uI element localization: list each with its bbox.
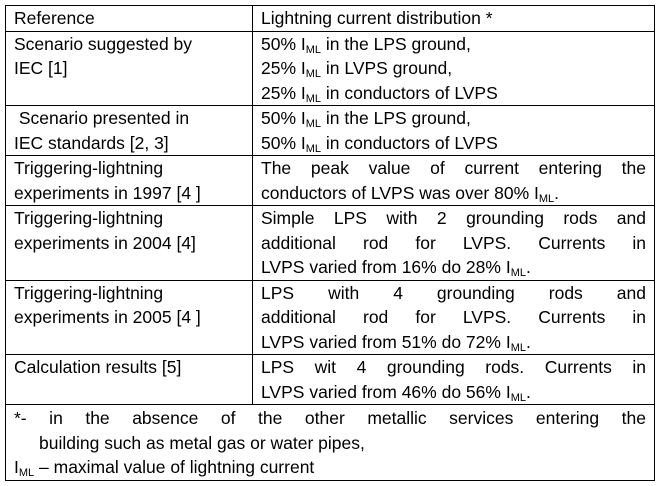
subscript-text: ML	[510, 391, 526, 404]
text-segment: Simple LPS with 2 grounding rods and	[261, 208, 646, 228]
iml-subscript: ML	[18, 467, 35, 479]
distribution-line	[261, 281, 646, 306]
text-segment: The peak value of current entering the	[261, 158, 646, 178]
text-segment: 50%	[261, 108, 301, 128]
reference-line: Triggering-lightning	[14, 208, 164, 228]
footnote-row	[6, 405, 655, 481]
text-segment: I	[534, 182, 539, 203]
reference-line: Scenario presented in	[14, 108, 190, 128]
text-segment: I	[505, 331, 511, 352]
iml-text: – maximal value of lightning current	[34, 457, 315, 477]
text-segment: 25%	[261, 82, 301, 103]
subscript-text: ML	[305, 43, 322, 56]
reference-cell	[6, 280, 253, 355]
footnote-line-1: *- in the absence of the other metallic services entering the	[14, 408, 646, 428]
subscript-text: ML	[538, 192, 555, 205]
reference-line: IEC [1]	[14, 58, 68, 78]
distribution-line	[261, 131, 646, 156]
distribution-line	[261, 380, 646, 405]
distribution-cell	[253, 280, 655, 355]
text-segment: LVPS varied from 51% do 72%	[261, 331, 506, 352]
text-segment: I	[300, 33, 306, 54]
text-segment: 25%	[261, 58, 301, 78]
distribution-cell	[253, 106, 655, 156]
subscript-text: ML	[510, 341, 526, 354]
text-segment: in conductors of LVPS	[321, 132, 498, 153]
reference-line: Triggering-lightning	[14, 282, 164, 303]
text-segment: .	[525, 257, 531, 277]
reference-cell	[6, 31, 253, 106]
text-segment: I	[300, 58, 306, 78]
distribution-line	[261, 206, 646, 231]
table-header-row	[6, 6, 655, 32]
table-row	[6, 106, 655, 156]
distribution-line	[261, 32, 646, 57]
distribution-line	[261, 81, 646, 106]
text-segment: in the LPS ground,	[321, 108, 471, 128]
text-segment: conductors of LVPS was over 80%	[261, 182, 535, 203]
distribution-line	[261, 156, 646, 181]
distribution-line	[261, 106, 646, 131]
reference-line: IEC standards [2, 3]	[14, 132, 169, 153]
reference-cell	[6, 206, 253, 281]
text-segment: in conductors of LVPS	[321, 82, 498, 103]
distribution-line	[261, 181, 646, 206]
text-segment: I	[300, 82, 306, 103]
reference-cell	[6, 156, 253, 206]
distribution-cell	[253, 206, 655, 281]
reference-cell	[6, 106, 253, 156]
reference-line: Scenario suggested by	[14, 33, 193, 54]
text-segment: I	[300, 108, 306, 128]
distribution-line	[261, 56, 646, 81]
distribution-line	[261, 330, 646, 355]
table-row	[6, 156, 655, 206]
text-segment: in the LPS ground,	[321, 33, 471, 54]
text-segment: 50%	[261, 33, 301, 54]
footnote-line-2: building such as metal gas or water pipes,	[39, 432, 365, 453]
distribution-cell	[253, 355, 655, 405]
subscript-text: ML	[305, 142, 322, 155]
text-segment: I	[505, 381, 511, 402]
distribution-cell	[253, 156, 655, 206]
header-reference: Reference	[6, 6, 253, 32]
text-segment: I	[505, 257, 511, 277]
text-segment: .	[554, 182, 560, 203]
reference-line: experiments in 2004 [4]	[14, 232, 196, 253]
subscript-text: ML	[510, 267, 526, 279]
subscript-text: ML	[305, 118, 322, 130]
text-segment: LVPS varied from 16% do 28%	[261, 257, 506, 277]
distribution-cell	[253, 31, 655, 106]
text-segment: in LVPS ground,	[321, 58, 453, 78]
distribution-line	[261, 305, 646, 330]
reference-cell	[6, 355, 253, 405]
reference-line: Triggering-lightning	[14, 158, 164, 178]
text-segment: LPS wit 4 grounding rods. Currents in	[261, 357, 646, 377]
lightning-current-table	[5, 5, 655, 481]
reference-line: experiments in 1997 [4 ]	[14, 182, 201, 203]
footnote-iml-definition	[14, 455, 646, 480]
subscript-text: ML	[305, 92, 322, 105]
text-segment: LPS with 4 grounding rods and	[261, 282, 646, 303]
text-segment: I	[300, 132, 306, 153]
subscript-text: ML	[305, 68, 322, 80]
table-row	[6, 280, 655, 355]
header-distribution: Lightning current distribution *	[253, 6, 655, 32]
table-row	[6, 31, 655, 106]
text-segment: .	[525, 381, 531, 402]
text-segment: 50%	[261, 132, 301, 153]
distribution-line	[261, 355, 646, 380]
distribution-line	[261, 231, 646, 256]
text-segment: additional rod for LVPS. Currents in	[261, 232, 646, 253]
table-row	[6, 355, 655, 405]
reference-line: experiments in 2005 [4 ]	[14, 307, 201, 327]
text-segment: LVPS varied from 46% do 56%	[261, 381, 506, 402]
distribution-line	[261, 255, 646, 280]
table-row	[6, 206, 655, 281]
iml-symbol: I	[14, 457, 19, 477]
reference-line: Calculation results [5]	[14, 357, 182, 377]
text-segment: .	[525, 331, 531, 352]
text-segment: additional rod for LVPS. Currents in	[261, 307, 646, 327]
